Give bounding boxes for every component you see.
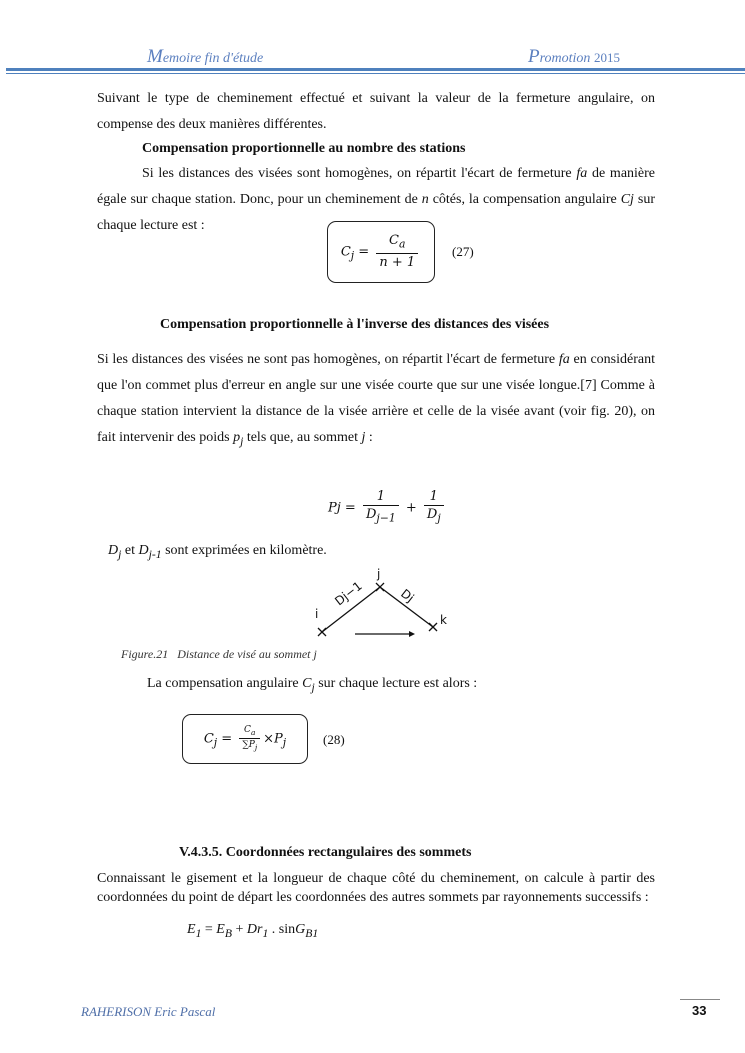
station-k-mark (429, 623, 437, 631)
figure-21-diagram (305, 562, 455, 644)
section-heading-stations: Compensation proportionnelle au nombre des stations (142, 141, 466, 156)
figure-21-caption: Figure.21 Distance de visé au sommet j (121, 647, 317, 661)
equation-28-number: (28) (323, 732, 345, 747)
distances-unit-line: $D_j$ et $D_{j-1}$ sont exprimées en kilomètre. (108, 543, 327, 561)
section-heading-coordinates: V.4.3.5. Coordonnées rectangulaires des sommets (179, 845, 472, 860)
header-left-title: Memoire fin d'étude (147, 46, 264, 67)
footer-author: RAHERISON Eric Pascal (81, 1004, 216, 1019)
label-dj-1: Dj−1 (332, 578, 365, 609)
section-heading-inverse: Compensation proportionnelle à l'inverse des distances des visées (160, 317, 550, 332)
label-dj: Dj (398, 586, 417, 606)
header-right-title: Promotion 2015 (528, 46, 620, 67)
equation-28-box (182, 714, 308, 764)
equation-27: $C_j$ = $\frac{C_a}{n + 1}$ (341, 233, 421, 271)
direction-arrow-head (409, 631, 415, 637)
coordinates-paragraph: Connaissant le gisement et la longueur de chaque côté du cheminement, on calcule à partir des coordonnées du point de départ les coordonnées des autres sommets par rayonnements successifs : (97, 871, 655, 905)
equation-27-box (327, 221, 435, 283)
inverse-paragraph: Si les distances des visées ne sont pas homogènes, on répartit l'écart de fermeture fa en considérant que l'on commet plus d'erreur en angle sur une visée courte que sur une visée longue.[7] Comme à chaque station intervient la distance de la visée arrière et celle de la visée avant (voir fig. 20), on fait intervenir des poids $p_j$ tels que, au sommet j : (97, 352, 655, 448)
header-rule-thin (6, 73, 745, 74)
label-k: k (440, 613, 447, 627)
header-rule (6, 68, 745, 71)
station-j-mark (376, 583, 384, 591)
label-j: j (377, 567, 381, 581)
weight-equation: Pj = $\frac{1}{D_{j-1}}$ + $\frac{1}{D_j}$ (328, 489, 447, 527)
easting-formula: $E_1 = E_B + Dr_1$ . sinG$_{B1}$ (187, 922, 319, 940)
page-number: 33 (692, 1003, 707, 1018)
footer-rule (680, 999, 720, 1000)
station-i-mark (318, 628, 326, 636)
label-i: i (315, 607, 319, 621)
equation-27-number: (27) (452, 244, 474, 259)
stations-paragraph: Si les distances des visées sont homogènes, on répartit l'écart de fermeture fa de manière égale sur chaque station. Donc, pour un cheminement de n côtés, la compensation angulaire Cj sur chaque lecture est : (97, 166, 656, 233)
intro-paragraph: Suivant le type de cheminement effectué et suivant la valeur de la fermeture angulaire, on compense des deux manières différentes. (97, 91, 655, 132)
equation-28: $C_j$ = $\frac{C_a}{\sum P_j}$ $\times P_j$ (203, 725, 287, 752)
compensation-sentence: La compensation angulaire $C_j$ sur chaque lecture est alors : (147, 676, 478, 694)
